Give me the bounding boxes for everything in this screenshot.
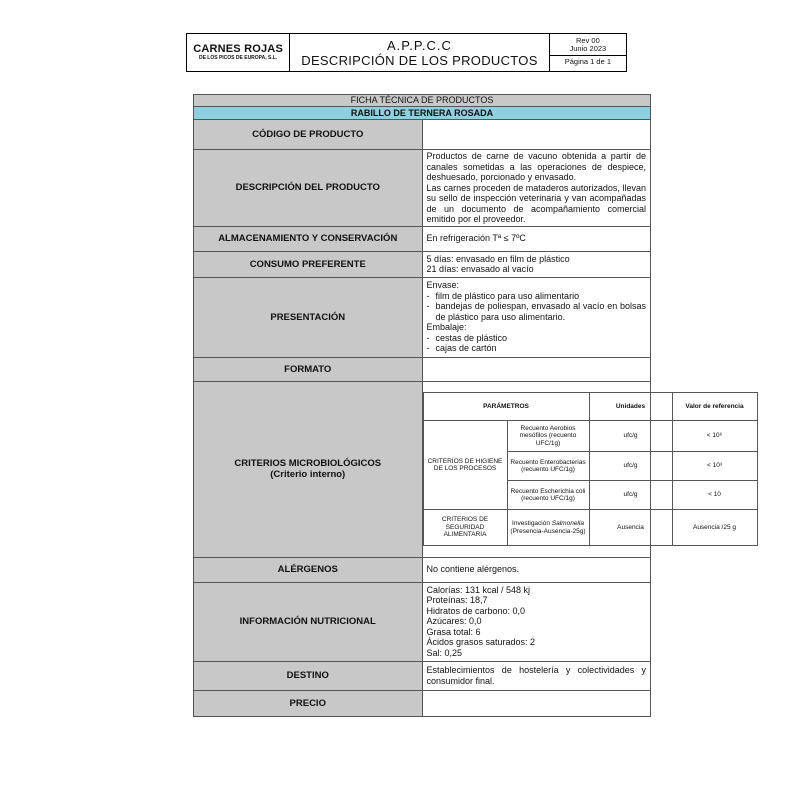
embalaje-item-2: cajas de cartón <box>435 343 497 354</box>
consumo-line-2: 21 días: envasado al vacío <box>426 264 534 274</box>
nutricional-proteinas: Proteínas: 18,7 <box>426 595 488 606</box>
consumo-value <box>422 251 651 277</box>
alergenos-label: ALÉRGENOS <box>194 557 423 582</box>
document-code-title: A.P.P.C.C <box>387 37 452 53</box>
criterios-label <box>194 381 423 557</box>
row-precio <box>194 690 651 716</box>
nutricional-saturados: Ácidos grasos saturados: 2 <box>426 637 536 648</box>
micro-ref-salmonella: Ausencia /25 g <box>672 510 757 546</box>
almacenamiento-value: En refrigeración Tª ≤ 7ºC <box>422 226 651 251</box>
revision-number: Rev 00 <box>575 36 600 45</box>
criterios-label-note: (Criterio interno) <box>270 469 346 480</box>
consumo-label: CONSUMO PREFERENTE <box>194 251 423 277</box>
micro-unit-enterobacterias: ufc/g <box>589 452 672 481</box>
micro-param-salmonella: Investigación Salmonella (Presencia-Ausencia-25g) <box>507 510 589 546</box>
presentacion-value <box>422 277 651 357</box>
embalaje-item-1: cestas de plástico <box>435 332 508 343</box>
nutricional-calorias: Calorías: 131 kcal / 548 kj <box>426 584 531 595</box>
row-presentacion <box>194 277 651 357</box>
micro-group-higiene: CRITERIOS DE HIGIENE DE LOS PROCESOS <box>423 421 507 510</box>
precio-value <box>422 690 651 716</box>
criterios-label-title: CRITERIOS MICROBIOLÓGICOS <box>234 458 382 469</box>
codigo-value <box>422 120 651 150</box>
nutricional-label: INFORMACIÓN NUTRICIONAL <box>194 582 423 661</box>
sheet-band-title: FICHA TÉCNICA DE PRODUCTOS <box>194 95 651 107</box>
row-descripcion <box>194 150 651 227</box>
micro-param-aerobios: Recuento Aerobios mesófilos (recuento UFC/1g) <box>507 421 589 452</box>
descripcion-value <box>422 150 651 227</box>
micro-header-referencia: Valor de referencia <box>672 393 757 421</box>
embalaje-title: Embalaje: <box>426 322 467 333</box>
micro-param-enterobacterias: Recuento Enterobacterias (recuento UFC/1g) <box>507 452 589 481</box>
revision-cell <box>549 34 626 72</box>
destino-label: DESTINO <box>194 661 423 690</box>
product-name: RABILLO DE TERNERA ROSADA <box>194 107 651 120</box>
formato-value <box>422 357 651 381</box>
micro-group-seguridad: CRITERIOS DE SEGURIDAD ALIMENTARIA <box>423 510 507 546</box>
row-consumo <box>194 251 651 277</box>
row-criterios <box>194 381 651 557</box>
consumo-line-1: 5 días: envasado en film de plástico <box>426 253 570 264</box>
table-row <box>423 510 757 546</box>
nutricional-value <box>422 582 651 661</box>
micro-unit-aerobios: ufc/g <box>589 421 672 452</box>
company-cell <box>187 34 290 72</box>
list-item: - cestas de plástico <box>427 333 647 344</box>
revision-date: Junio 2023 <box>569 44 607 53</box>
nutricional-grasa: Grasa total: 6 <box>426 626 481 637</box>
micro-unit-ecoli: ufc/g <box>589 481 672 510</box>
row-formato <box>194 357 651 381</box>
alergenos-value: No contiene alérgenos. <box>422 557 651 582</box>
document-header <box>186 33 627 72</box>
nutricional-azucares: Azúcares: 0,0 <box>426 616 482 627</box>
product-sheet <box>193 94 744 717</box>
envase-item-1: film de plástico para uso alimentario <box>435 290 580 301</box>
page-number: Página 1 de 1 <box>550 55 626 69</box>
row-nutricional <box>194 582 651 661</box>
company-name: CARNES ROJAS <box>193 43 283 55</box>
descripcion-paragraph-2: Las carnes proceden de mataderos autorizados, llevan su sello de inspección veterinaria y van acompañadas de un documento de acompañamiento comercial emitido por el proveedor. <box>426 182 646 224</box>
nutricional-hidratos: Hidratos de carbono: 0,0 <box>426 605 526 616</box>
row-alergenos <box>194 557 651 582</box>
micro-header-unidades: Unidades <box>589 393 672 421</box>
descripcion-paragraph-1: Productos de carne de vacuno obtenida a partir de canales sometidas a las operaciones de despiece, deshuesado, porcionado y envasado. <box>426 151 646 182</box>
destino-value: Establecimientos de hostelería y colectividades y consumidor final. <box>422 661 651 690</box>
micro-ref-aerobios: < 10⁶ <box>672 421 757 452</box>
envase-item-2: bandejas de poliespan, envasado al vacío en bolsas de plástico para uso alimentario. <box>435 301 646 322</box>
criterios-value <box>422 381 744 557</box>
micro-param-ecoli: Recuento Escherichia coli (recuento UFC/1g) <box>507 481 589 510</box>
nutricional-sal: Sal: 0,25 <box>426 647 463 658</box>
company-subtitle: DE LOS PICOS DE EUROPA, S.L. <box>198 55 278 61</box>
precio-label: PRECIO <box>194 690 423 716</box>
micro-ref-enterobacterias: < 10³ <box>672 452 757 481</box>
presentacion-label: PRESENTACIÓN <box>194 277 423 357</box>
almacenamiento-label: ALMACENAMIENTO Y CONSERVACIÓN <box>194 226 423 251</box>
title-cell <box>290 34 550 72</box>
document-title: DESCRIPCIÓN DE LOS PRODUCTOS <box>301 52 538 68</box>
micro-header-parametros: PARÁMETROS <box>423 393 589 421</box>
descripcion-label: DESCRIPCIÓN DEL PRODUCTO <box>194 150 423 227</box>
micro-criteria-table <box>423 392 758 546</box>
micro-unit-salmonella: Ausencia <box>589 510 672 546</box>
micro-ref-ecoli: < 10 <box>672 481 757 510</box>
list-item: - film de plástico para uso alimentario <box>427 291 647 302</box>
list-item: - cajas de cartón <box>427 343 647 354</box>
codigo-label: CÓDIGO DE PRODUCTO <box>194 120 423 150</box>
formato-label: FORMATO <box>194 357 423 381</box>
row-codigo <box>194 120 651 150</box>
row-almacenamiento <box>194 226 651 251</box>
envase-title: Envase: <box>426 280 460 291</box>
row-destino <box>194 661 651 690</box>
list-item: - bandejas de poliespan, envasado al vacío en bolsas de plástico para uso alimentario. <box>426 301 646 322</box>
table-row <box>423 421 757 452</box>
